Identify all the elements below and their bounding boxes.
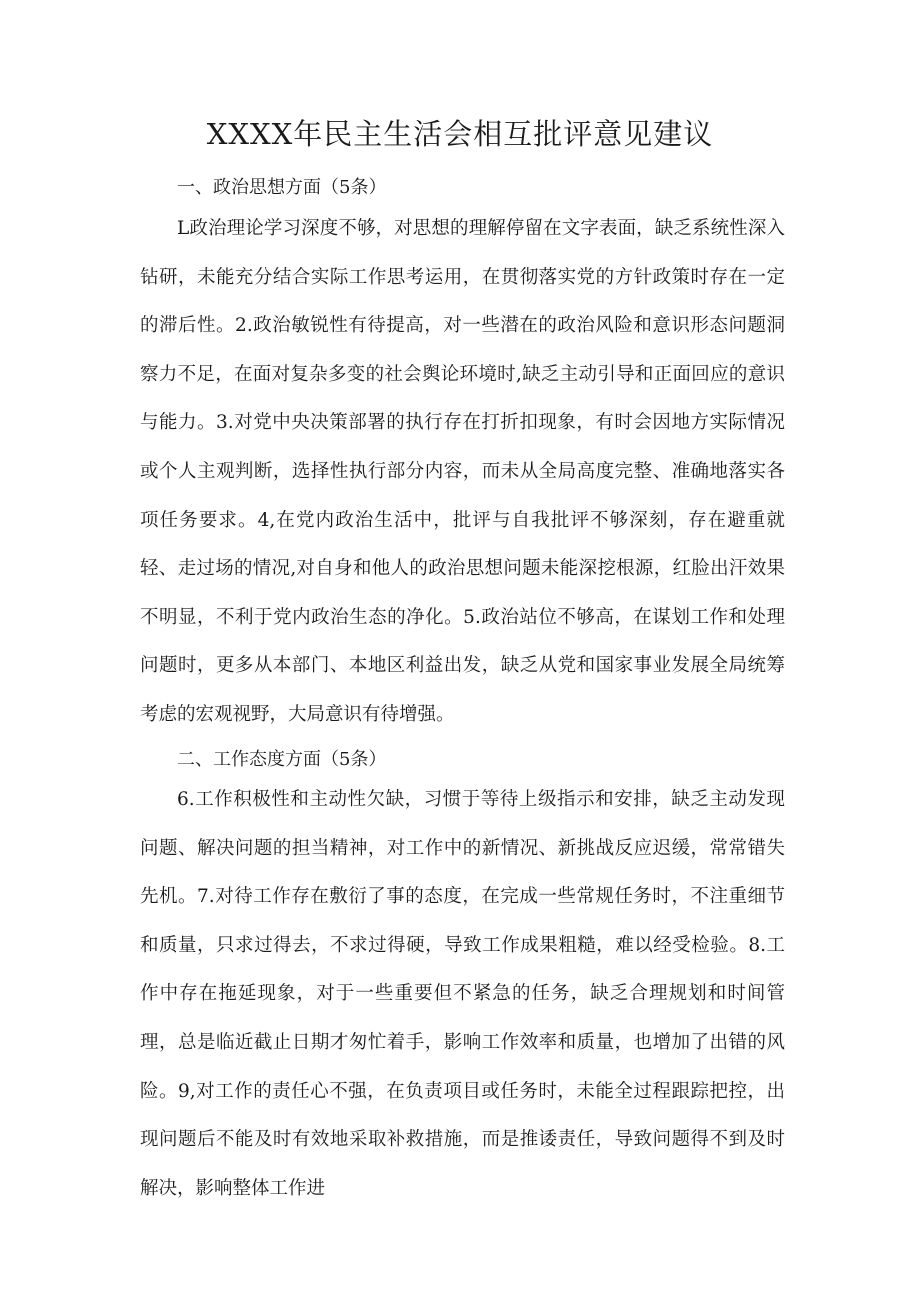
section-heading-political: 一、政治思想方面（5条） — [177, 177, 387, 198]
document-title: XXXX年民主生活会相互批评意见建议 — [206, 117, 714, 151]
section-body-political: L政治理论学习深度不够，对思想的理解停留在文字表面，缺乏系统性深入钻研，未能充分结合实际工作思考运用，在贯彻落实党的方针政策时存在一定的滞后性。2.政治敏锐性有待提高，对一些潜在的政治风险和意识形态问题洞察力不足，在面对复杂多变的社会舆论环境时,缺乏主动引导和正面回应的意识与能力。3.对党中央决策部署的执行存在打折扣现象，有时会因地方实际情况或个人主观判断，选择性执行部分内容，而未从全局高度完整、准确地落实各项任务要求。4,在党内政治生活中，批评与自我批评不够深刻，存在避重就轻、走过场的情况,对自身和他人的政治思想问题未能深挖根源，红脸出汗效果不明显，不利于党内政治生态的净化。5.政治站位不够高，在谋划工作和处理问题时，更多从本部门、本地区利益出发，缺乏从党和国家事业发展全局统筹考虑的宏观视野，大局意识有待增强。 — [140, 218, 785, 725]
section-body-attitude: 6.工作积极性和主动性欠缺，习惯于等待上级指示和安排，缺乏主动发现问题、解决问题的担当精神，对工作中的新情况、新挑战反应迟缓，常常错失先机。7.对待工作存在敷衍了事的态度，在完成一些常规任务时，不注重细节和质量，只求过得去，不求过得硬，导致工作成果粗糙，难以经受检验。8.工作中存在拖延现象，对于一些重要但不紧急的任务，缺乏合理规划和时间管理，总是临近截止日期才匆忙着手，影响工作效率和质量，也增加了出错的风险。9,对工作的责任心不强，在负责项目或任务时，未能全过程跟踪把控，出现问题后不能及时有效地采取补救措施，而是推诿责任，导致问题得不到及时解决，影响整体工作进 — [140, 789, 785, 1199]
section-heading-attitude: 二、工作态度方面（5条） — [177, 749, 387, 770]
